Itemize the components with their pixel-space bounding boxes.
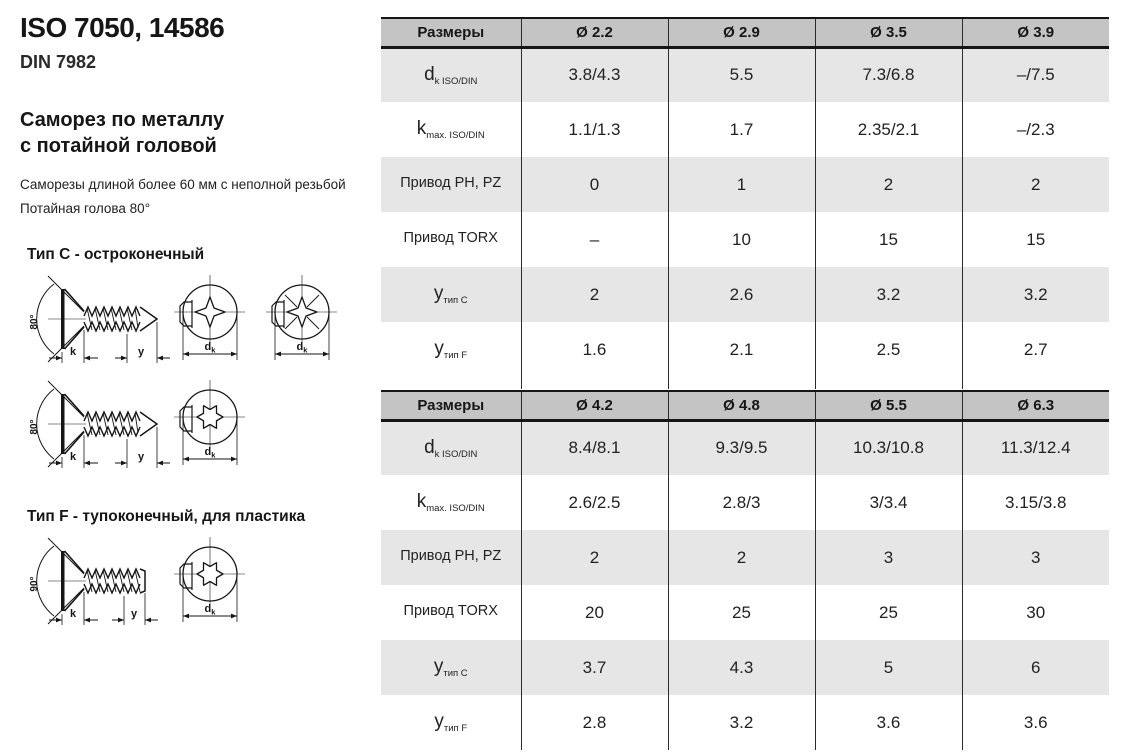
cell: 2: [815, 157, 962, 212]
row-label: Привод TORX: [403, 603, 498, 620]
cell: 2.35/2.1: [815, 102, 962, 157]
screw-side-view-type-c-icon: [29, 276, 170, 363]
table-row-drive-torx: [381, 585, 1109, 640]
cell: 25: [668, 585, 815, 640]
screw-side-view-type-c-icon: [29, 381, 170, 468]
cell: 3.2: [962, 267, 1109, 322]
col-header-dimensions: Размеры: [381, 391, 521, 420]
table-row-drive-torx: [381, 212, 1109, 267]
torx-recess-icon: [174, 537, 245, 622]
type-c-drawing-row-1: [24, 264, 364, 369]
cell: 3.2: [668, 695, 815, 750]
cell: 11.3/12.4: [962, 420, 1109, 475]
angle-label: 90°: [29, 576, 40, 592]
row-label: $d_{k ISO/DIN}$: [424, 63, 478, 87]
table-row-y-type-c: [381, 267, 1109, 322]
cell: 1: [668, 157, 815, 212]
cell: 7.3/6.8: [815, 47, 962, 102]
cell: 2.5: [815, 322, 962, 377]
col-header-diameter: Ø 5.5: [815, 391, 962, 420]
cell: 10: [668, 212, 815, 267]
dim-label-k: k: [69, 451, 77, 464]
cell: 25: [815, 585, 962, 640]
dim-label-k: k: [69, 346, 77, 359]
row-label: Привод PH, PZ: [400, 175, 502, 192]
cell: –/2.3: [962, 102, 1109, 157]
dim-label-dk: $d_k$: [204, 603, 216, 617]
description-line2: Потайная голова 80°: [20, 200, 151, 216]
cell: 2.6/2.5: [521, 475, 668, 530]
cell: 9.3/9.5: [668, 420, 815, 475]
cell: 3/3.4: [815, 475, 962, 530]
cell: 3.7: [521, 640, 668, 695]
cell: 4.3: [668, 640, 815, 695]
table-bottom-stub: [381, 377, 1109, 389]
col-header-dimensions: Размеры: [381, 18, 521, 47]
cell: 3.6: [962, 695, 1109, 750]
col-header-diameter: Ø 3.9: [962, 18, 1109, 47]
table-row-drive-ph-pz: [381, 530, 1109, 585]
cell: 6: [962, 640, 1109, 695]
row-label: $d_{k ISO/DIN}$: [424, 436, 478, 460]
type-f-drawing-row: [24, 526, 274, 631]
cell: 15: [962, 212, 1109, 267]
type-f-heading: Тип F - тупоконечный, для пластика: [27, 508, 306, 526]
dim-label-y: y: [137, 346, 145, 359]
cell: 0: [521, 157, 668, 212]
screw-side-view-type-f-icon: [29, 538, 158, 625]
row-label: $y_{тип C}$: [433, 655, 468, 680]
left-info-panel: [20, 12, 375, 631]
din-standard: DIN 7982: [20, 52, 97, 72]
col-header-diameter: Ø 2.9: [668, 18, 815, 47]
cell: 15: [815, 212, 962, 267]
row-label: $k_{max. ISO/DIN}$: [416, 490, 485, 515]
row-label: $y_{тип F}$: [434, 710, 468, 735]
cell: 2: [962, 157, 1109, 212]
cell: 2: [668, 530, 815, 585]
dim-label-y: y: [137, 451, 145, 464]
dim-label-dk: $d_k$: [204, 446, 216, 460]
page-title: ISO 7050, 14586: [20, 12, 225, 43]
col-header-diameter: Ø 3.5: [815, 18, 962, 47]
table-row-kmax: [381, 475, 1109, 530]
cell: 2.8/3: [668, 475, 815, 530]
dim-label-k: k: [69, 608, 77, 621]
cell: –: [521, 212, 668, 267]
table-row-drive-ph-pz: [381, 157, 1109, 212]
row-label: Привод PH, PZ: [400, 548, 502, 565]
cell: 3.6: [815, 695, 962, 750]
cell: 2: [521, 530, 668, 585]
cell: 10.3/10.8: [815, 420, 962, 475]
cell: 2.7: [962, 322, 1109, 377]
table-row-dk: [381, 47, 1109, 102]
row-label: $k_{max. ISO/DIN}$: [416, 117, 485, 142]
product-name: [20, 107, 375, 159]
row-label: Привод TORX: [403, 230, 498, 247]
ph-recess-icon: [174, 275, 245, 360]
cell: 3.15/3.8: [962, 475, 1109, 530]
description-line1: Саморезы длиной более 60 мм с неполной резьбой: [20, 177, 346, 192]
cell: 1.7: [668, 102, 815, 157]
product-name-line1: Саморез по металлу: [20, 109, 225, 131]
table-row-y-type-c: [381, 640, 1109, 695]
cell: 20: [521, 585, 668, 640]
table-row-y-type-f: [381, 322, 1109, 377]
col-header-diameter: Ø 2.2: [521, 18, 668, 47]
product-description: [20, 173, 375, 220]
cell: –/7.5: [962, 47, 1109, 102]
cell: 3: [962, 530, 1109, 585]
table-header-row: [381, 18, 1109, 47]
cell: 8.4/8.1: [521, 420, 668, 475]
cell: 3.2: [815, 267, 962, 322]
table-row-y-type-f: [381, 695, 1109, 750]
cell: 5: [815, 640, 962, 695]
dim-label-dk: $d_k$: [204, 341, 216, 355]
cell: 1.1/1.3: [521, 102, 668, 157]
table-row-kmax: [381, 102, 1109, 157]
col-header-diameter: Ø 6.3: [962, 391, 1109, 420]
type-c-heading: Тип C - остроконечный: [27, 246, 205, 264]
row-label: $y_{тип C}$: [433, 282, 468, 307]
spec-table-small-diameters: [381, 17, 1109, 389]
cell: 2.8: [521, 695, 668, 750]
cell: 5.5: [668, 47, 815, 102]
table-header-row: [381, 391, 1109, 420]
cell: 2.6: [668, 267, 815, 322]
cell: 3: [815, 530, 962, 585]
cell: 30: [962, 585, 1109, 640]
dim-label-dk: $d_k$: [296, 341, 308, 355]
col-header-diameter: Ø 4.2: [521, 391, 668, 420]
angle-label: 80°: [29, 314, 40, 330]
table-row-dk: [381, 420, 1109, 475]
cell: 1.6: [521, 322, 668, 377]
pz-recess-icon: [266, 275, 337, 360]
cell: 3.8/4.3: [521, 47, 668, 102]
dim-label-y: y: [130, 608, 138, 621]
angle-label: 80°: [29, 419, 40, 435]
cell: 2: [521, 267, 668, 322]
row-label: $y_{тип F}$: [434, 337, 468, 362]
spec-table-large-diameters: [381, 390, 1109, 750]
product-name-line2: с потайной головой: [20, 135, 217, 157]
col-header-diameter: Ø 4.8: [668, 391, 815, 420]
torx-recess-icon: [174, 380, 245, 465]
type-c-drawing-row-2: [24, 369, 274, 474]
cell: 2.1: [668, 322, 815, 377]
